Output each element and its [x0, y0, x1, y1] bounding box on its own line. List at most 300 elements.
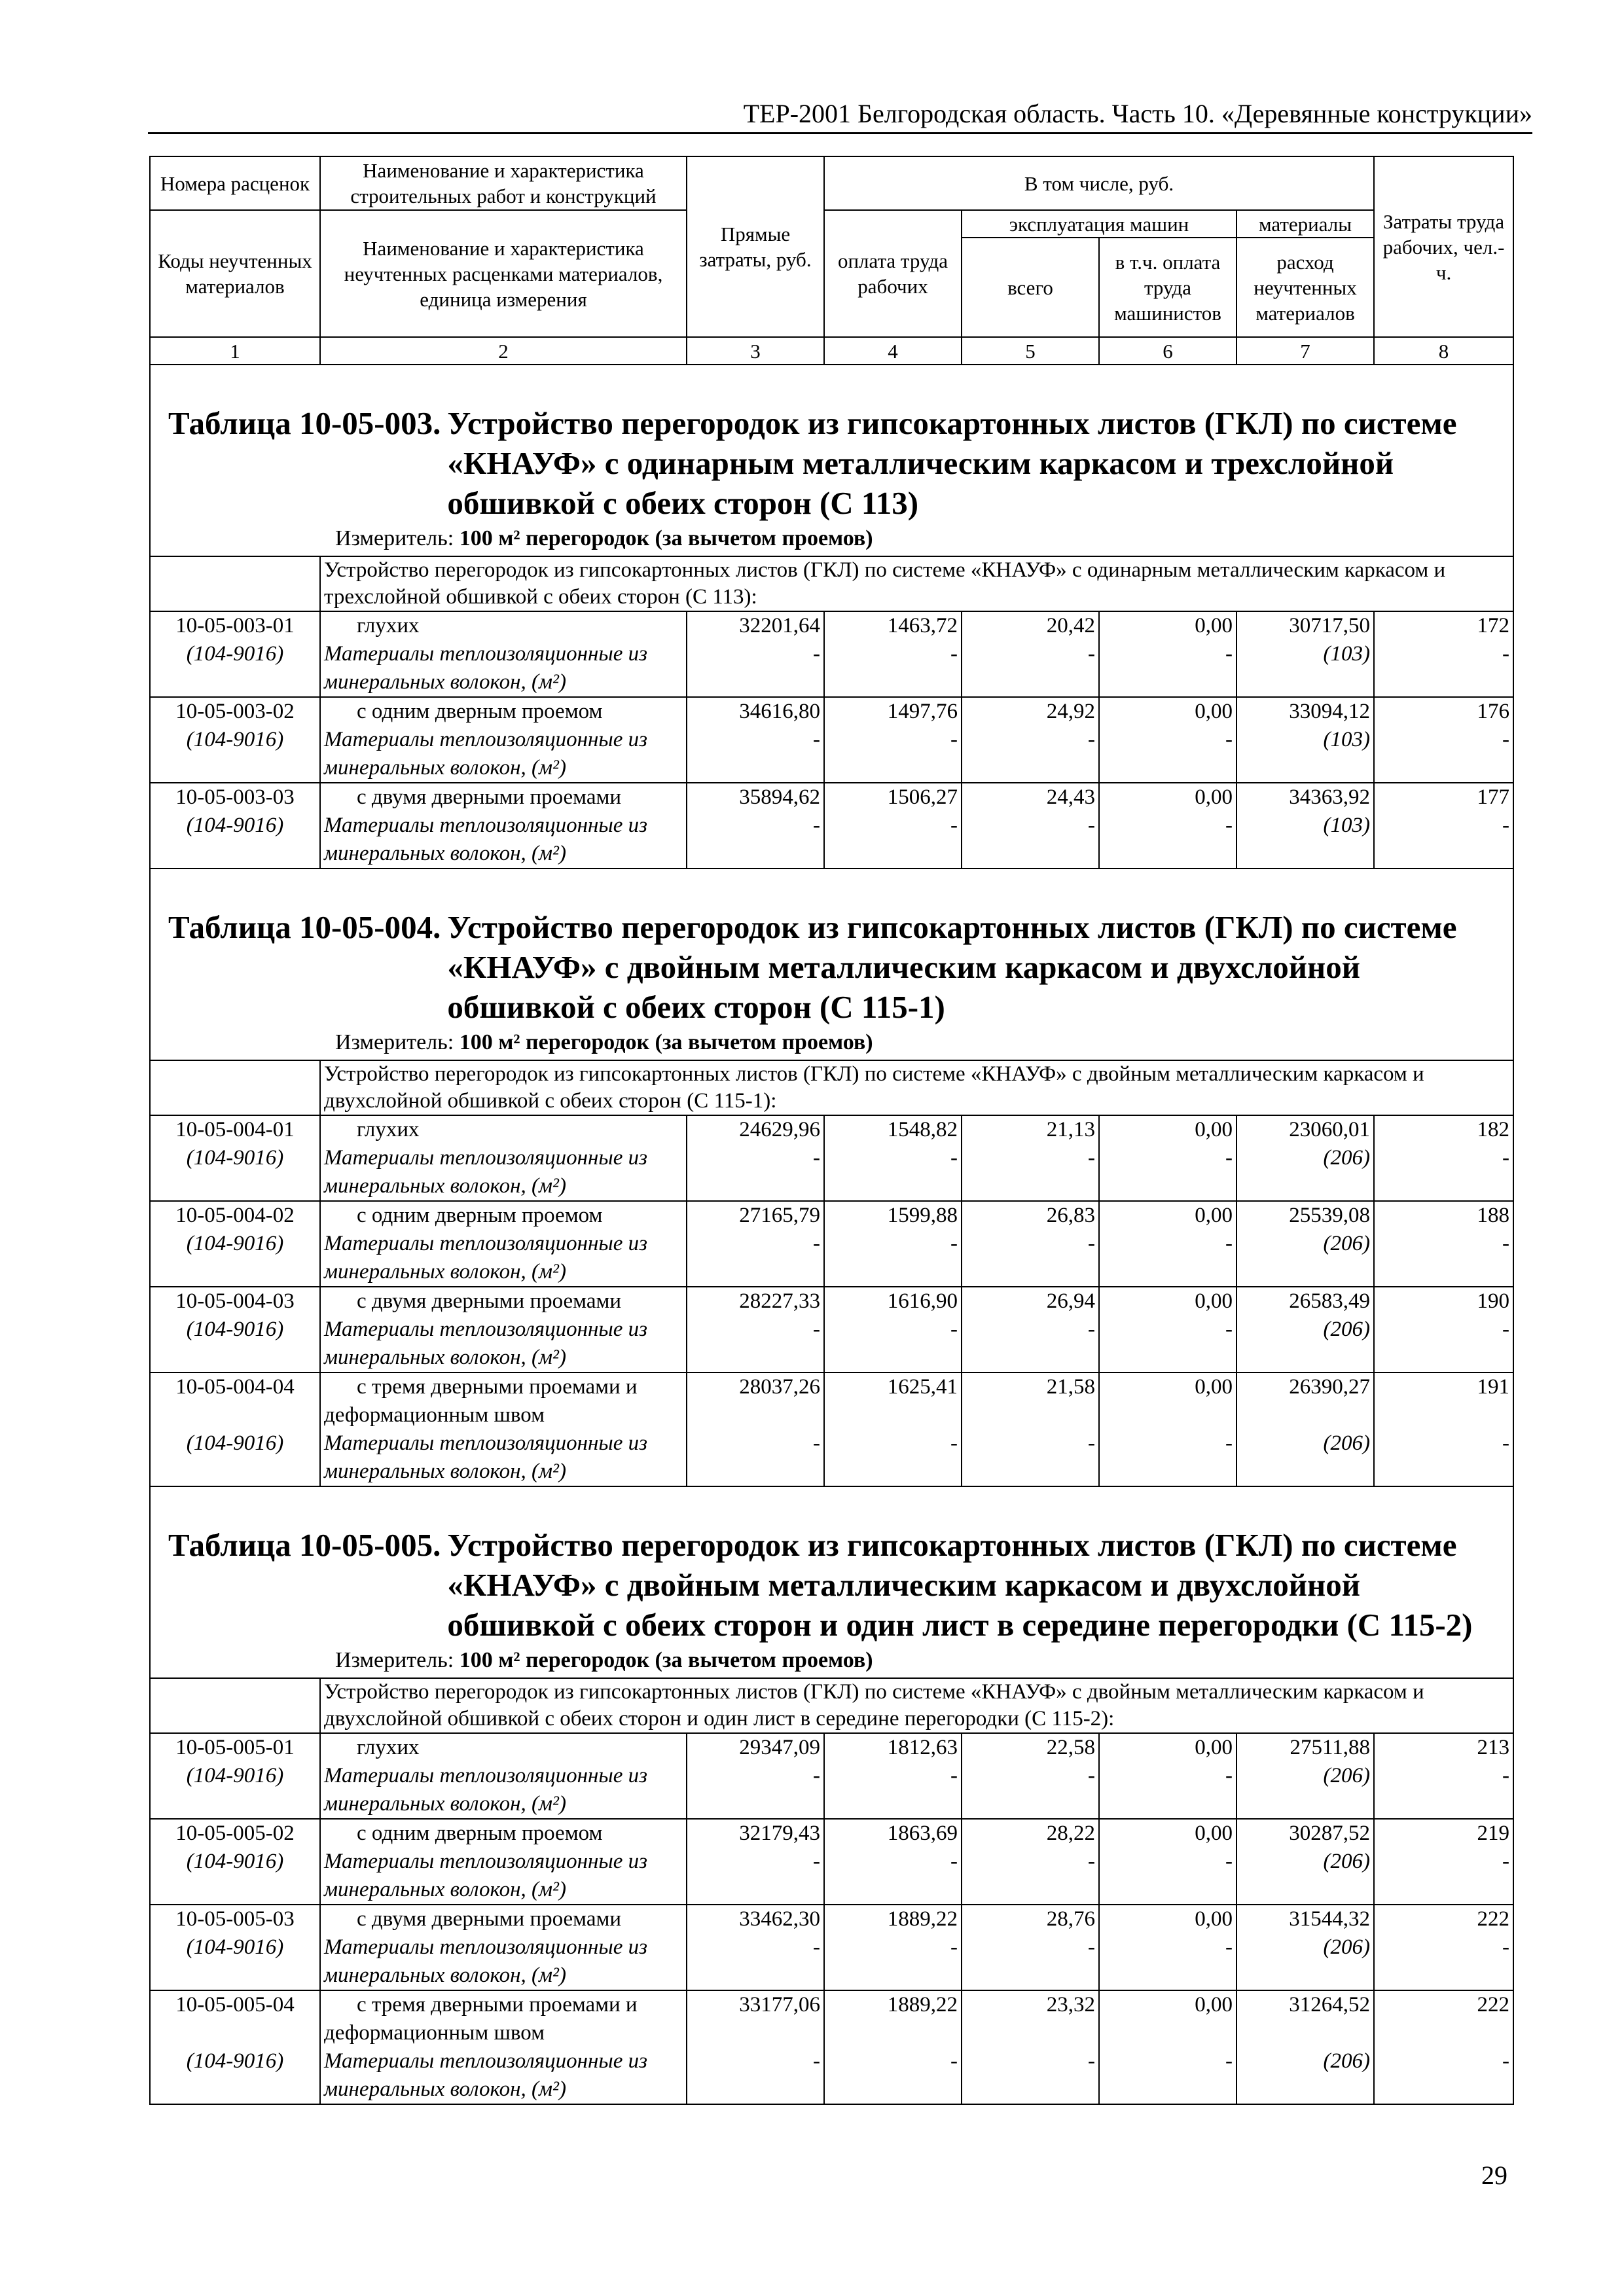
material-code: (104-9016)	[186, 1850, 284, 1873]
machinist-labor-cost-cell	[1099, 1115, 1236, 1201]
machine-cost-cell	[962, 1372, 1099, 1486]
code-cell	[150, 1372, 320, 1486]
col-number: 5	[962, 337, 1099, 365]
labor-cost: 1599,88	[887, 1204, 958, 1227]
header-machines: эксплуатация машин	[962, 210, 1236, 238]
dash-mark: -	[950, 1318, 958, 1341]
labor-cost-cell	[824, 611, 962, 697]
direct-cost-cell	[687, 611, 824, 697]
work-name: с одним дверным проемом	[357, 1204, 603, 1227]
material-code: (104-9016)	[186, 1935, 284, 1959]
dash-mark: -	[1502, 1764, 1510, 1787]
material-quantity: (206)	[1323, 1850, 1371, 1873]
labor-cost: 1463,72	[887, 614, 958, 637]
machinist-labor-cost: 0,00	[1195, 1204, 1233, 1227]
direct-cost: 32201,64	[739, 614, 820, 637]
dash-mark: -	[1502, 1431, 1510, 1455]
header-col4: оплата труда рабочих	[824, 210, 962, 337]
dash-mark: -	[813, 814, 820, 837]
group-description: Устройство перегородок из гипсокартонных листов (ГКЛ) по системе «КНАУФ» с двойным металлическим каркасом и двухслойной обшивкой с обеих сторон (С 115-1):	[320, 1060, 1513, 1115]
machine-cost: 26,94	[1046, 1289, 1095, 1313]
machinist-labor-cost: 0,00	[1195, 785, 1233, 809]
name-cell	[320, 1372, 687, 1486]
material-cost-cell	[1236, 1115, 1374, 1201]
machine-cost: 22,58	[1046, 1736, 1095, 1759]
labor-hours-cell	[1374, 1990, 1513, 2104]
table-row	[150, 1905, 1513, 1990]
material-name: Материалы теплоизоляционные из минеральных волокон, (м²)	[324, 728, 647, 780]
material-quantity: (206)	[1323, 1764, 1371, 1787]
machinist-labor-cost: 0,00	[1195, 1375, 1233, 1399]
rate-code: 10-05-004-02	[175, 1204, 295, 1227]
material-quantity: (103)	[1323, 814, 1371, 837]
material-cost: 30287,52	[1289, 1821, 1371, 1845]
material-name: Материалы теплоизоляционные из минеральных волокон, (м²)	[324, 2049, 647, 2101]
labor-hours: 190	[1477, 1289, 1510, 1313]
material-name: Материалы теплоизоляционные из минеральных волокон, (м²)	[324, 814, 647, 865]
direct-cost-cell	[687, 1905, 824, 1990]
material-cost: 34363,92	[1289, 785, 1371, 809]
labor-cost: 1506,27	[887, 785, 958, 809]
labor-cost-cell	[824, 1372, 962, 1486]
labor-cost: 1812,63	[887, 1736, 958, 1759]
code-cell	[150, 1287, 320, 1372]
dash-mark: -	[950, 1850, 958, 1873]
meter-value: 100 м² перегородок (за вычетом проемов)	[459, 526, 873, 550]
table-row	[150, 1733, 1513, 1819]
dash-mark: -	[950, 1431, 958, 1455]
work-name: глухих	[357, 1736, 420, 1759]
direct-cost: 35894,62	[739, 785, 820, 809]
machine-cost-cell	[962, 1115, 1099, 1201]
table-row	[150, 611, 1513, 697]
dash-mark: -	[813, 728, 820, 751]
material-quantity: (103)	[1323, 728, 1371, 751]
code-cell	[150, 1990, 320, 2104]
labor-cost: 1548,82	[887, 1118, 958, 1141]
dash-mark: -	[1225, 728, 1233, 751]
work-name: с двумя дверными проемами	[357, 785, 622, 809]
dash-mark: -	[1225, 1935, 1233, 1959]
machine-cost-cell	[962, 1287, 1099, 1372]
labor-cost: 1616,90	[887, 1289, 958, 1313]
machine-cost: 24,43	[1046, 785, 1095, 809]
labor-cost: 1625,41	[887, 1375, 958, 1399]
group-row	[150, 1060, 1513, 1115]
name-cell	[320, 1733, 687, 1819]
header-col3: Прямые затраты, руб.	[687, 156, 824, 337]
section-heading	[150, 869, 1513, 1060]
code-cell	[150, 1905, 320, 1990]
rate-code: 10-05-005-04	[175, 1993, 295, 2017]
labor-cost-cell	[824, 1733, 962, 1819]
table-row	[150, 1287, 1513, 1372]
name-cell	[320, 1201, 687, 1287]
machinist-labor-cost-cell	[1099, 1287, 1236, 1372]
dash-mark: -	[1225, 2049, 1233, 2073]
machine-cost-cell	[962, 1733, 1099, 1819]
table-row	[150, 1201, 1513, 1287]
material-name: Материалы теплоизоляционные из минеральных волокон, (м²)	[324, 642, 647, 694]
machinist-labor-cost: 0,00	[1195, 1118, 1233, 1141]
rate-code: 10-05-003-03	[175, 785, 295, 809]
material-name: Материалы теплоизоляционные из минеральных волокон, (м²)	[324, 1146, 647, 1198]
dash-mark: -	[1225, 1318, 1233, 1341]
dash-mark: -	[1225, 642, 1233, 666]
material-cost-cell	[1236, 1819, 1374, 1905]
material-name: Материалы теплоизоляционные из минеральных волокон, (м²)	[324, 1431, 647, 1483]
direct-cost: 33462,30	[739, 1907, 820, 1931]
material-code: (104-9016)	[186, 1318, 284, 1341]
section-title-number: Таблица 10-05-004.	[168, 909, 441, 945]
dash-mark: -	[813, 2049, 820, 2073]
machine-cost: 28,76	[1046, 1907, 1095, 1931]
labor-cost-cell	[824, 697, 962, 783]
rate-code: 10-05-003-01	[175, 614, 295, 637]
dash-mark: -	[1088, 2049, 1095, 2073]
material-code: (104-9016)	[186, 1232, 284, 1255]
material-quantity: (206)	[1323, 1431, 1371, 1455]
name-cell	[320, 611, 687, 697]
code-cell	[150, 1201, 320, 1287]
machine-cost-cell	[962, 1819, 1099, 1905]
dash-mark: -	[1225, 1146, 1233, 1170]
dash-mark: -	[1502, 1232, 1510, 1255]
labor-hours: 191	[1477, 1375, 1510, 1399]
name-cell	[320, 1905, 687, 1990]
material-code: (104-9016)	[186, 642, 284, 666]
machine-cost: 26,83	[1046, 1204, 1095, 1227]
dash-mark: -	[1088, 814, 1095, 837]
material-name: Материалы теплоизоляционные из минеральных волокон, (м²)	[324, 1764, 647, 1816]
machine-cost: 21,58	[1046, 1375, 1095, 1399]
machinist-labor-cost-cell	[1099, 1372, 1236, 1486]
material-cost: 30717,50	[1289, 614, 1371, 637]
section-title	[168, 907, 1513, 1027]
material-cost: 26390,27	[1289, 1375, 1371, 1399]
labor-hours-cell	[1374, 1733, 1513, 1819]
work-name: с одним дверным проемом	[357, 700, 603, 723]
section-title	[168, 403, 1513, 523]
dash-mark: -	[1225, 1232, 1233, 1255]
header-col1-bottom: Коды неучтенных материалов	[150, 210, 320, 337]
labor-hours: 177	[1477, 785, 1510, 809]
dash-mark: -	[950, 728, 958, 751]
dash-mark: -	[813, 1764, 820, 1787]
header-col2-bottom: Наименование и характеристика неучтенных расценками материалов, единица измерения	[320, 210, 687, 337]
dash-mark: -	[1088, 1431, 1095, 1455]
dash-mark: -	[1502, 1146, 1510, 1170]
dash-mark: -	[1225, 1850, 1233, 1873]
material-quantity: (103)	[1323, 642, 1371, 666]
machinist-labor-cost-cell	[1099, 783, 1236, 869]
machinist-labor-cost-cell	[1099, 697, 1236, 783]
direct-cost: 24629,96	[739, 1118, 820, 1141]
table-row	[150, 1372, 1513, 1486]
code-cell	[150, 697, 320, 783]
labor-cost: 1889,22	[887, 1993, 958, 2017]
machinist-labor-cost-cell	[1099, 1201, 1236, 1287]
dash-mark: -	[1502, 728, 1510, 751]
dash-mark: -	[1502, 1935, 1510, 1959]
machine-cost-cell	[962, 1201, 1099, 1287]
header-col6: в т.ч. оплата труда машинистов	[1099, 238, 1236, 337]
dash-mark: -	[1088, 1935, 1095, 1959]
name-cell	[320, 1287, 687, 1372]
material-cost-cell	[1236, 1905, 1374, 1990]
machine-cost-cell	[962, 783, 1099, 869]
machinist-labor-cost-cell	[1099, 1905, 1236, 1990]
labor-hours: 182	[1477, 1118, 1510, 1141]
header-col8: Затраты труда рабочих, чел.-ч.	[1374, 156, 1513, 337]
code-cell	[150, 1733, 320, 1819]
rate-code: 10-05-005-03	[175, 1907, 295, 1931]
labor-cost: 1497,76	[887, 700, 958, 723]
machinist-labor-cost: 0,00	[1195, 1821, 1233, 1845]
machinist-labor-cost-cell	[1099, 1990, 1236, 2104]
labor-cost-cell	[824, 1819, 962, 1905]
labor-hours-cell	[1374, 1372, 1513, 1486]
col-number: 4	[824, 337, 962, 365]
direct-cost-cell	[687, 1115, 824, 1201]
code-cell	[150, 611, 320, 697]
machinist-labor-cost: 0,00	[1195, 614, 1233, 637]
machinist-labor-cost-cell	[1099, 1819, 1236, 1905]
dash-mark: -	[813, 1850, 820, 1873]
labor-hours-cell	[1374, 1819, 1513, 1905]
labor-cost-cell	[824, 783, 962, 869]
table-row	[150, 1115, 1513, 1201]
direct-cost-cell	[687, 783, 824, 869]
direct-cost: 32179,43	[739, 1821, 820, 1845]
machine-cost: 28,22	[1046, 1821, 1095, 1845]
work-name: с тремя дверными проемами и деформационным швом	[324, 1375, 638, 1427]
meter-label: Измеритель:	[335, 526, 454, 550]
material-quantity: (206)	[1323, 1318, 1371, 1341]
section-heading	[150, 365, 1513, 556]
section-title-text: Устройство перегородок из гипсокартонных листов (ГКЛ) по системе «КНАУФ» с двойным металлическим каркасом и двухслойной обшивкой с обеих сторон (С 115-1)	[447, 909, 1457, 1025]
material-cost-cell	[1236, 1201, 1374, 1287]
material-quantity: (206)	[1323, 1935, 1371, 1959]
header-col5: всего	[962, 238, 1099, 337]
machinist-labor-cost: 0,00	[1195, 1993, 1233, 2017]
labor-hours: 188	[1477, 1204, 1510, 1227]
group-code-cell	[150, 556, 320, 611]
work-name: глухих	[357, 1118, 420, 1141]
direct-cost-cell	[687, 1372, 824, 1486]
dash-mark: -	[1088, 1850, 1095, 1873]
rate-code: 10-05-004-03	[175, 1289, 295, 1313]
table-section	[150, 1486, 1513, 1678]
rate-code: 10-05-003-02	[175, 700, 295, 723]
machinist-labor-cost-cell	[1099, 611, 1236, 697]
direct-cost: 28037,26	[739, 1375, 820, 1399]
labor-cost: 1863,69	[887, 1821, 958, 1845]
labor-hours: 219	[1477, 1821, 1510, 1845]
labor-hours-cell	[1374, 1287, 1513, 1372]
code-cell	[150, 1819, 320, 1905]
meter-label: Измеритель:	[335, 1648, 454, 1672]
group-description: Устройство перегородок из гипсокартонных листов (ГКЛ) по системе «КНАУФ» с двойным металлическим каркасом и двухслойной обшивкой с обеих сторон и один лист в середине перегородки (С 115-2):	[320, 1678, 1513, 1733]
machinist-labor-cost: 0,00	[1195, 1907, 1233, 1931]
work-name: с двумя дверными проемами	[357, 1289, 622, 1313]
labor-hours: 222	[1477, 1993, 1510, 2017]
group-row	[150, 556, 1513, 611]
labor-cost-cell	[824, 1115, 962, 1201]
material-cost-cell	[1236, 611, 1374, 697]
name-cell	[320, 783, 687, 869]
section-meter	[335, 1647, 1513, 1674]
material-cost-cell	[1236, 1287, 1374, 1372]
col-number: 8	[1374, 337, 1513, 365]
machine-cost-cell	[962, 697, 1099, 783]
material-code: (104-9016)	[186, 728, 284, 751]
dash-mark: -	[1088, 728, 1095, 751]
material-name: Материалы теплоизоляционные из минеральных волокон, (м²)	[324, 1318, 647, 1369]
work-name: с тремя дверными проемами и деформационным швом	[324, 1993, 638, 2045]
table-section	[150, 869, 1513, 1060]
meter-value: 100 м² перегородок (за вычетом проемов)	[459, 1030, 873, 1054]
table-row	[150, 783, 1513, 869]
material-cost: 25539,08	[1289, 1204, 1371, 1227]
section-title	[168, 1525, 1513, 1645]
dash-mark: -	[1502, 1850, 1510, 1873]
material-code: (104-9016)	[186, 1431, 284, 1455]
material-cost-cell	[1236, 1372, 1374, 1486]
dash-mark: -	[1088, 1232, 1095, 1255]
labor-hours-cell	[1374, 611, 1513, 697]
section-title-number: Таблица 10-05-003.	[168, 405, 441, 441]
direct-cost: 27165,79	[739, 1204, 820, 1227]
group-row	[150, 1678, 1513, 1733]
machinist-labor-cost: 0,00	[1195, 700, 1233, 723]
table-row	[150, 697, 1513, 783]
material-code: (104-9016)	[186, 814, 284, 837]
meter-value: 100 м² перегородок (за вычетом проемов)	[459, 1648, 873, 1672]
dash-mark: -	[950, 814, 958, 837]
group-code-cell	[150, 1678, 320, 1733]
direct-cost: 28227,33	[739, 1289, 820, 1313]
direct-cost: 34616,80	[739, 700, 820, 723]
material-cost-cell	[1236, 1733, 1374, 1819]
rate-code: 10-05-004-04	[175, 1375, 295, 1399]
labor-hours-cell	[1374, 1201, 1513, 1287]
direct-cost-cell	[687, 1819, 824, 1905]
work-name: с двумя дверными проемами	[357, 1907, 622, 1931]
header-incl: В том числе, руб.	[824, 156, 1374, 210]
table-header	[150, 156, 1513, 365]
direct-cost-cell	[687, 1201, 824, 1287]
dash-mark: -	[950, 1935, 958, 1959]
labor-cost-cell	[824, 1201, 962, 1287]
labor-cost: 1889,22	[887, 1907, 958, 1931]
dash-mark: -	[1088, 1764, 1095, 1787]
running-header: ТЕР-2001 Белгородская область. Часть 10. «Деревянные конструкции»	[743, 99, 1532, 128]
dash-mark: -	[1088, 642, 1095, 666]
direct-cost: 33177,06	[739, 1993, 820, 2017]
dash-mark: -	[1502, 2049, 1510, 2073]
code-cell	[150, 1115, 320, 1201]
direct-cost-cell	[687, 1287, 824, 1372]
material-quantity: (206)	[1323, 1146, 1371, 1170]
material-cost: 23060,01	[1289, 1118, 1371, 1141]
dash-mark: -	[813, 1935, 820, 1959]
table-body	[150, 365, 1513, 2104]
machine-cost: 20,42	[1046, 614, 1095, 637]
group-code-cell	[150, 1060, 320, 1115]
dash-mark: -	[813, 1431, 820, 1455]
direct-cost-cell	[687, 1990, 824, 2104]
name-cell	[320, 1990, 687, 2104]
dash-mark: -	[1502, 1318, 1510, 1341]
material-cost: 26583,49	[1289, 1289, 1371, 1313]
header-materials: материалы	[1236, 210, 1374, 238]
col-number: 2	[320, 337, 687, 365]
work-name: с одним дверным проемом	[357, 1821, 603, 1845]
section-meter	[335, 526, 1513, 552]
dash-mark: -	[1502, 642, 1510, 666]
dash-mark: -	[950, 1764, 958, 1787]
direct-cost: 29347,09	[739, 1736, 820, 1759]
material-quantity: (206)	[1323, 1232, 1371, 1255]
labor-hours: 213	[1477, 1736, 1510, 1759]
labor-hours-cell	[1374, 697, 1513, 783]
labor-cost-cell	[824, 1287, 962, 1372]
material-code: (104-9016)	[186, 1146, 284, 1170]
machinist-labor-cost: 0,00	[1195, 1736, 1233, 1759]
material-cost-cell	[1236, 697, 1374, 783]
section-title-text: Устройство перегородок из гипсокартонных листов (ГКЛ) по системе «КНАУФ» с двойным металлическим каркасом и двухслойной обшивкой с обеих сторон и один лист в середине перегородки (С 115-2)	[447, 1527, 1473, 1643]
material-cost-cell	[1236, 783, 1374, 869]
section-heading	[150, 1486, 1513, 1678]
rate-code: 10-05-005-01	[175, 1736, 295, 1759]
dash-mark: -	[1088, 1318, 1095, 1341]
meter-label: Измеритель:	[335, 1030, 454, 1054]
machinist-labor-cost-cell	[1099, 1733, 1236, 1819]
header-col7: расход неучтенных материалов	[1236, 238, 1374, 337]
rates-table	[149, 156, 1514, 2105]
col-number: 1	[150, 337, 320, 365]
col-number: 3	[687, 337, 824, 365]
labor-hours: 176	[1477, 700, 1510, 723]
dash-mark: -	[1225, 1764, 1233, 1787]
machine-cost: 23,32	[1046, 1993, 1095, 2017]
name-cell	[320, 1115, 687, 1201]
code-cell	[150, 783, 320, 869]
table-row	[150, 1990, 1513, 2104]
labor-hours-cell	[1374, 1115, 1513, 1201]
labor-cost-cell	[824, 1990, 962, 2104]
labor-hours-cell	[1374, 783, 1513, 869]
material-code: (104-9016)	[186, 2049, 284, 2073]
machine-cost-cell	[962, 1905, 1099, 1990]
table-section	[150, 365, 1513, 556]
material-cost: 33094,12	[1289, 700, 1371, 723]
header-rule	[148, 132, 1532, 134]
material-cost: 31544,32	[1289, 1907, 1371, 1931]
rate-code: 10-05-005-02	[175, 1821, 295, 1845]
dash-mark: -	[813, 642, 820, 666]
material-cost: 27511,88	[1290, 1736, 1371, 1759]
labor-cost-cell	[824, 1905, 962, 1990]
page-number: 29	[1481, 2161, 1507, 2190]
name-cell	[320, 697, 687, 783]
dash-mark: -	[813, 1318, 820, 1341]
dash-mark: -	[813, 1232, 820, 1255]
machine-cost: 21,13	[1046, 1118, 1095, 1141]
dash-mark: -	[813, 1146, 820, 1170]
dash-mark: -	[1225, 1431, 1233, 1455]
